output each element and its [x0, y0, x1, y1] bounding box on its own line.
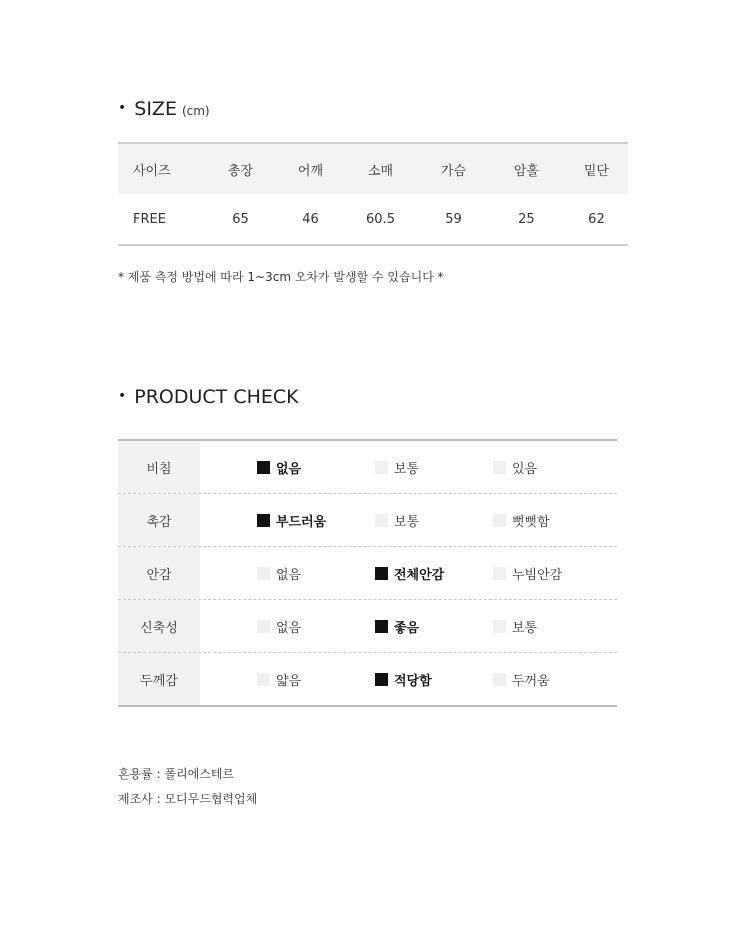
size-cell: FREE — [133, 211, 166, 227]
check-option-label: 좋음 — [394, 620, 420, 636]
check-option-label: 없음 — [276, 567, 302, 583]
check-row — [118, 600, 617, 653]
size-cell: 46 — [302, 211, 319, 227]
size-cell: 62 — [588, 211, 605, 227]
checkbox-square-icon — [375, 673, 388, 686]
size-title-text: SIZE — [134, 98, 177, 120]
check-option — [375, 441, 493, 493]
size-measurement-note: * 제품 측정 방법에 따라 1~3cm 오차가 발생할 수 있습니다 * — [118, 270, 444, 284]
size-header-row — [118, 144, 628, 194]
check-option — [200, 600, 375, 652]
check-row — [118, 494, 617, 547]
size-section-title — [118, 98, 210, 120]
checkbox-square-icon — [493, 620, 506, 633]
check-option — [375, 547, 493, 599]
size-cell: 60.5 — [366, 211, 395, 227]
check-row — [118, 441, 617, 494]
checkbox-square-icon — [375, 620, 388, 633]
check-option — [493, 494, 611, 546]
checkbox-square-icon — [375, 461, 388, 474]
size-header-cell: 총장 — [227, 163, 254, 179]
size-unit: (cm) — [181, 104, 210, 118]
check-option-label: 뻣뻣함 — [512, 514, 550, 530]
check-row-label: 안감 — [118, 547, 200, 599]
size-header-cell: 사이즈 — [133, 163, 171, 179]
check-option — [375, 600, 493, 652]
check-option — [493, 600, 611, 652]
fabric-composition: 혼용률 : 폴리에스테르 — [118, 767, 235, 781]
check-option-label: 누빔안감 — [512, 567, 563, 583]
bullet: • — [118, 100, 127, 116]
check-option — [375, 653, 493, 705]
check-row-label: 촉감 — [118, 494, 200, 546]
check-option — [200, 494, 375, 546]
check-option-label: 부드러움 — [276, 514, 327, 530]
check-option-label: 보통 — [512, 620, 538, 636]
checkbox-square-icon — [493, 567, 506, 580]
bullet: • — [118, 388, 127, 404]
check-option — [200, 547, 375, 599]
check-row — [118, 653, 617, 705]
checkbox-square-icon — [257, 673, 270, 686]
check-option-label: 보통 — [394, 514, 420, 530]
checkbox-square-icon — [493, 673, 506, 686]
check-row-label: 두께감 — [118, 653, 200, 705]
size-header-cell: 소매 — [367, 163, 394, 179]
product-check-title-text: PRODUCT CHECK — [134, 386, 299, 408]
checkbox-square-icon — [493, 514, 506, 527]
check-option — [200, 653, 375, 705]
size-cell: 59 — [445, 211, 462, 227]
check-option-label: 있음 — [512, 461, 538, 477]
check-option-label: 얇음 — [276, 673, 302, 689]
check-option-label: 전체안감 — [394, 567, 445, 583]
size-cell: 25 — [518, 211, 535, 227]
size-table — [118, 142, 628, 246]
check-row — [118, 547, 617, 600]
check-option-label: 없음 — [276, 620, 302, 636]
size-header-cell: 어깨 — [297, 163, 324, 179]
size-header-cell: 가슴 — [440, 163, 467, 179]
size-header-cell: 밑단 — [583, 163, 609, 179]
check-option-label: 적당함 — [394, 673, 432, 689]
checkbox-square-icon — [257, 567, 270, 580]
product-check-table — [118, 439, 617, 707]
check-option — [493, 653, 611, 705]
checkbox-square-icon — [257, 461, 270, 474]
check-option — [375, 494, 493, 546]
check-row-label: 비침 — [118, 441, 200, 493]
check-option-label: 두꺼움 — [512, 673, 550, 689]
checkbox-square-icon — [257, 514, 270, 527]
size-cell: 65 — [232, 211, 249, 227]
manufacturer: 제조사 : 모디무드협력업체 — [118, 792, 258, 806]
size-header-cell: 암홀 — [513, 163, 539, 179]
check-row-label: 신축성 — [118, 600, 200, 652]
check-option-label: 없음 — [276, 461, 302, 477]
check-option — [493, 547, 611, 599]
check-option — [200, 441, 375, 493]
check-option — [493, 441, 611, 493]
check-option-label: 보통 — [394, 461, 420, 477]
product-check-title — [118, 386, 299, 408]
checkbox-square-icon — [257, 620, 270, 633]
size-data-row — [118, 194, 628, 244]
checkbox-square-icon — [375, 514, 388, 527]
checkbox-square-icon — [375, 567, 388, 580]
checkbox-square-icon — [493, 461, 506, 474]
